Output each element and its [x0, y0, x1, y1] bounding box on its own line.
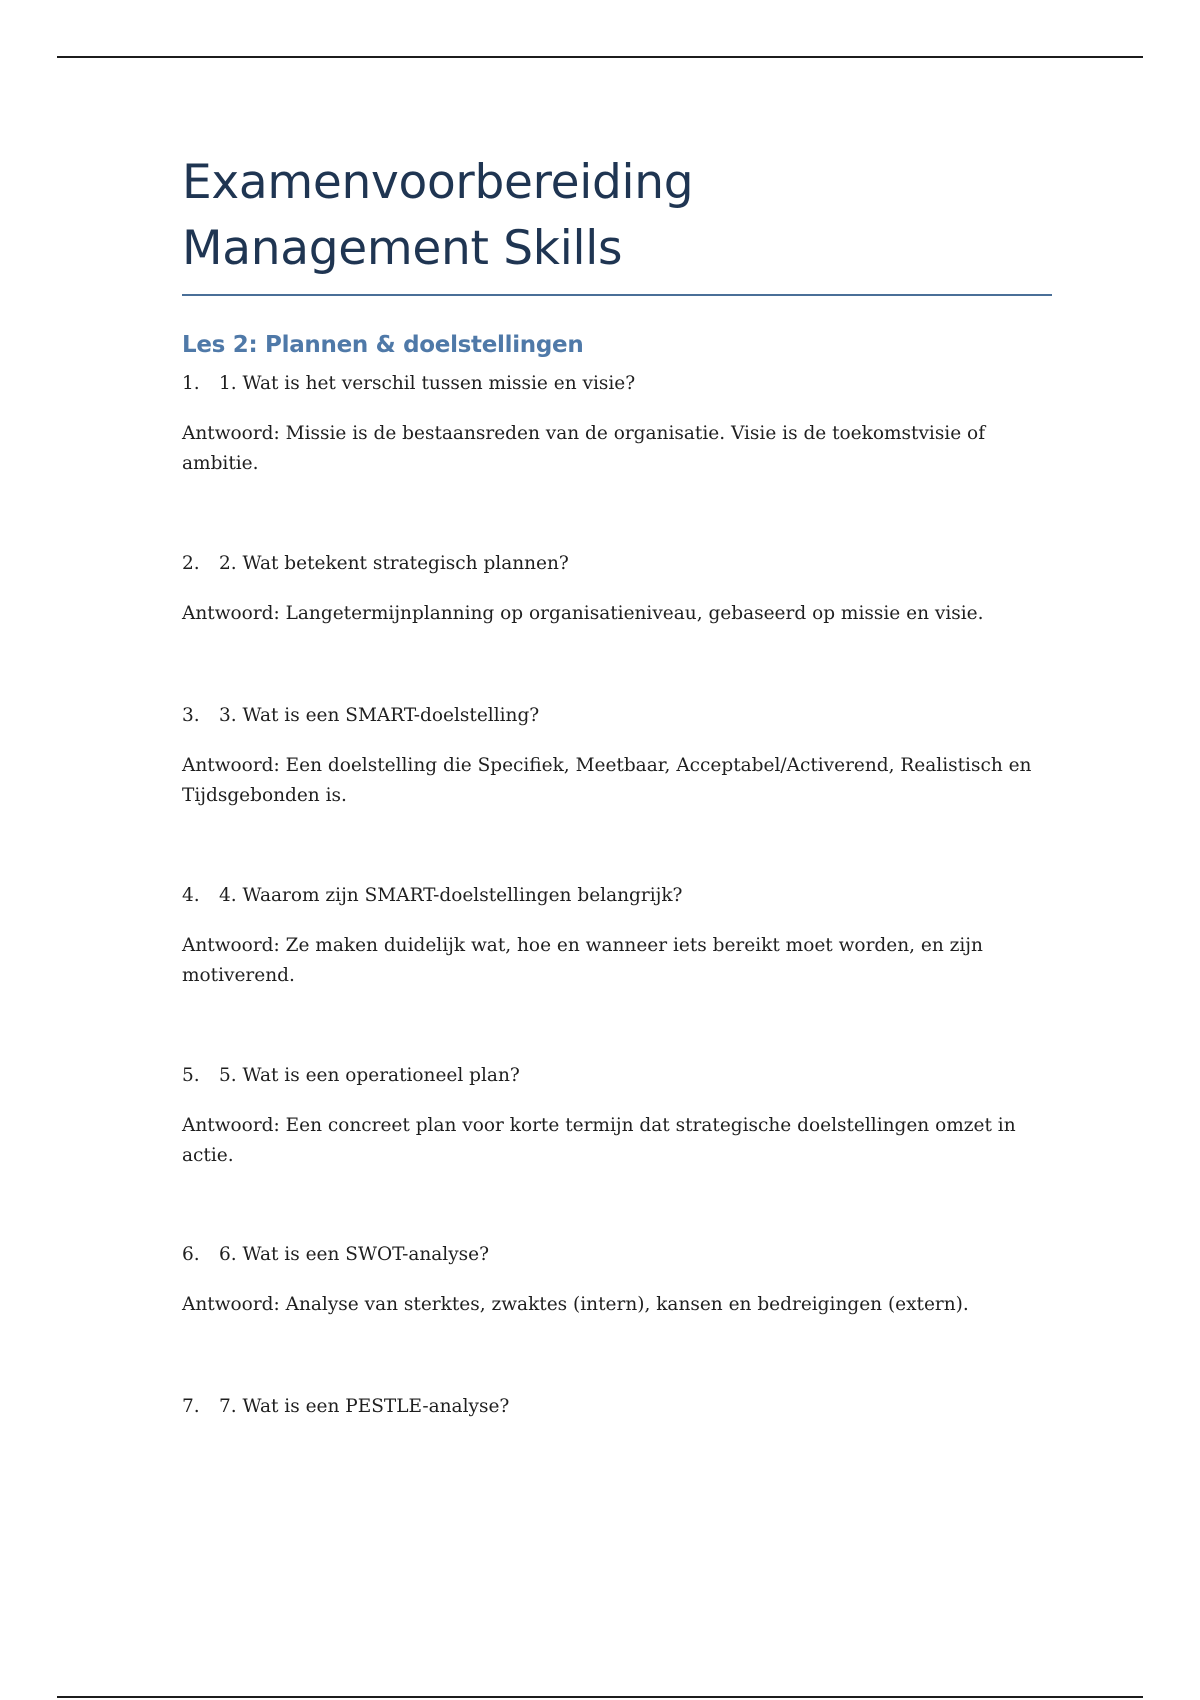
question — [182, 704, 1052, 728]
answer-text: Antwoord: Ze maken duidelijk wat, hoe en wanneer iets bereikt moet worden, en zijn motiverend. — [182, 935, 983, 986]
question-text: 6. Wat is een SWOT-analyse? — [219, 1244, 490, 1265]
section-heading: Les 2: Plannen & doelstellingen — [182, 332, 584, 358]
list-number: 3. — [182, 705, 200, 726]
answer-text: Antwoord: Analyse van sterktes, zwaktes (intern), kansen en bedreigingen (extern). — [182, 1294, 969, 1315]
list-number: 2. — [182, 553, 200, 574]
question-text: 1. Wat is het verschil tussen missie en visie? — [219, 373, 636, 394]
list-number: 7. — [182, 1396, 200, 1417]
answer-text: Antwoord: Langetermijnplanning op organisatieniveau, gebaseerd op missie en visie. — [182, 603, 984, 624]
qa-item-3 — [182, 704, 1052, 811]
question — [182, 1395, 1052, 1419]
document-title: Examenvoorbereiding Management Skills — [182, 155, 694, 276]
question-text: 4. Waarom zijn SMART-doelstellingen belangrijk? — [219, 885, 683, 906]
list-number: 5. — [182, 1065, 200, 1086]
question-text: 5. Wat is een operationeel plan? — [219, 1065, 520, 1086]
question-text: 7. Wat is een PESTLE-analyse? — [219, 1396, 510, 1417]
question — [182, 372, 1052, 396]
qa-item-5 — [182, 1064, 1052, 1171]
question — [182, 884, 1052, 908]
question — [182, 552, 1052, 576]
answer-text: Antwoord: Een doelstelling die Specifiek, Meetbaar, Acceptabel/Activerend, Realistisch en Tijdsgebonden is. — [182, 755, 1032, 806]
page-top-rule — [57, 56, 1143, 58]
qa-item-4 — [182, 884, 1052, 991]
list-number: 1. — [182, 373, 200, 394]
qa-item-1 — [182, 372, 1052, 479]
title-underline — [182, 294, 1052, 296]
list-number: 6. — [182, 1244, 200, 1265]
qa-item-6 — [182, 1243, 1052, 1320]
document-body — [182, 150, 1052, 1417]
question-text: 2. Wat betekent strategisch plannen? — [219, 553, 569, 574]
answer-text: Antwoord: Missie is de bestaansreden van de organisatie. Visie is de toekomstvisie of ambitie. — [182, 423, 986, 474]
list-number: 4. — [182, 885, 200, 906]
question — [182, 1064, 1052, 1088]
qa-item-2 — [182, 552, 1052, 629]
page-bottom-rule — [57, 1696, 1143, 1698]
answer-text: Antwoord: Een concreet plan voor korte termijn dat strategische doelstellingen omzet in actie. — [182, 1115, 1016, 1166]
question-text: 3. Wat is een SMART-doelstelling? — [219, 705, 540, 726]
question — [182, 1243, 1052, 1267]
qa-item-7 — [182, 1395, 1052, 1419]
